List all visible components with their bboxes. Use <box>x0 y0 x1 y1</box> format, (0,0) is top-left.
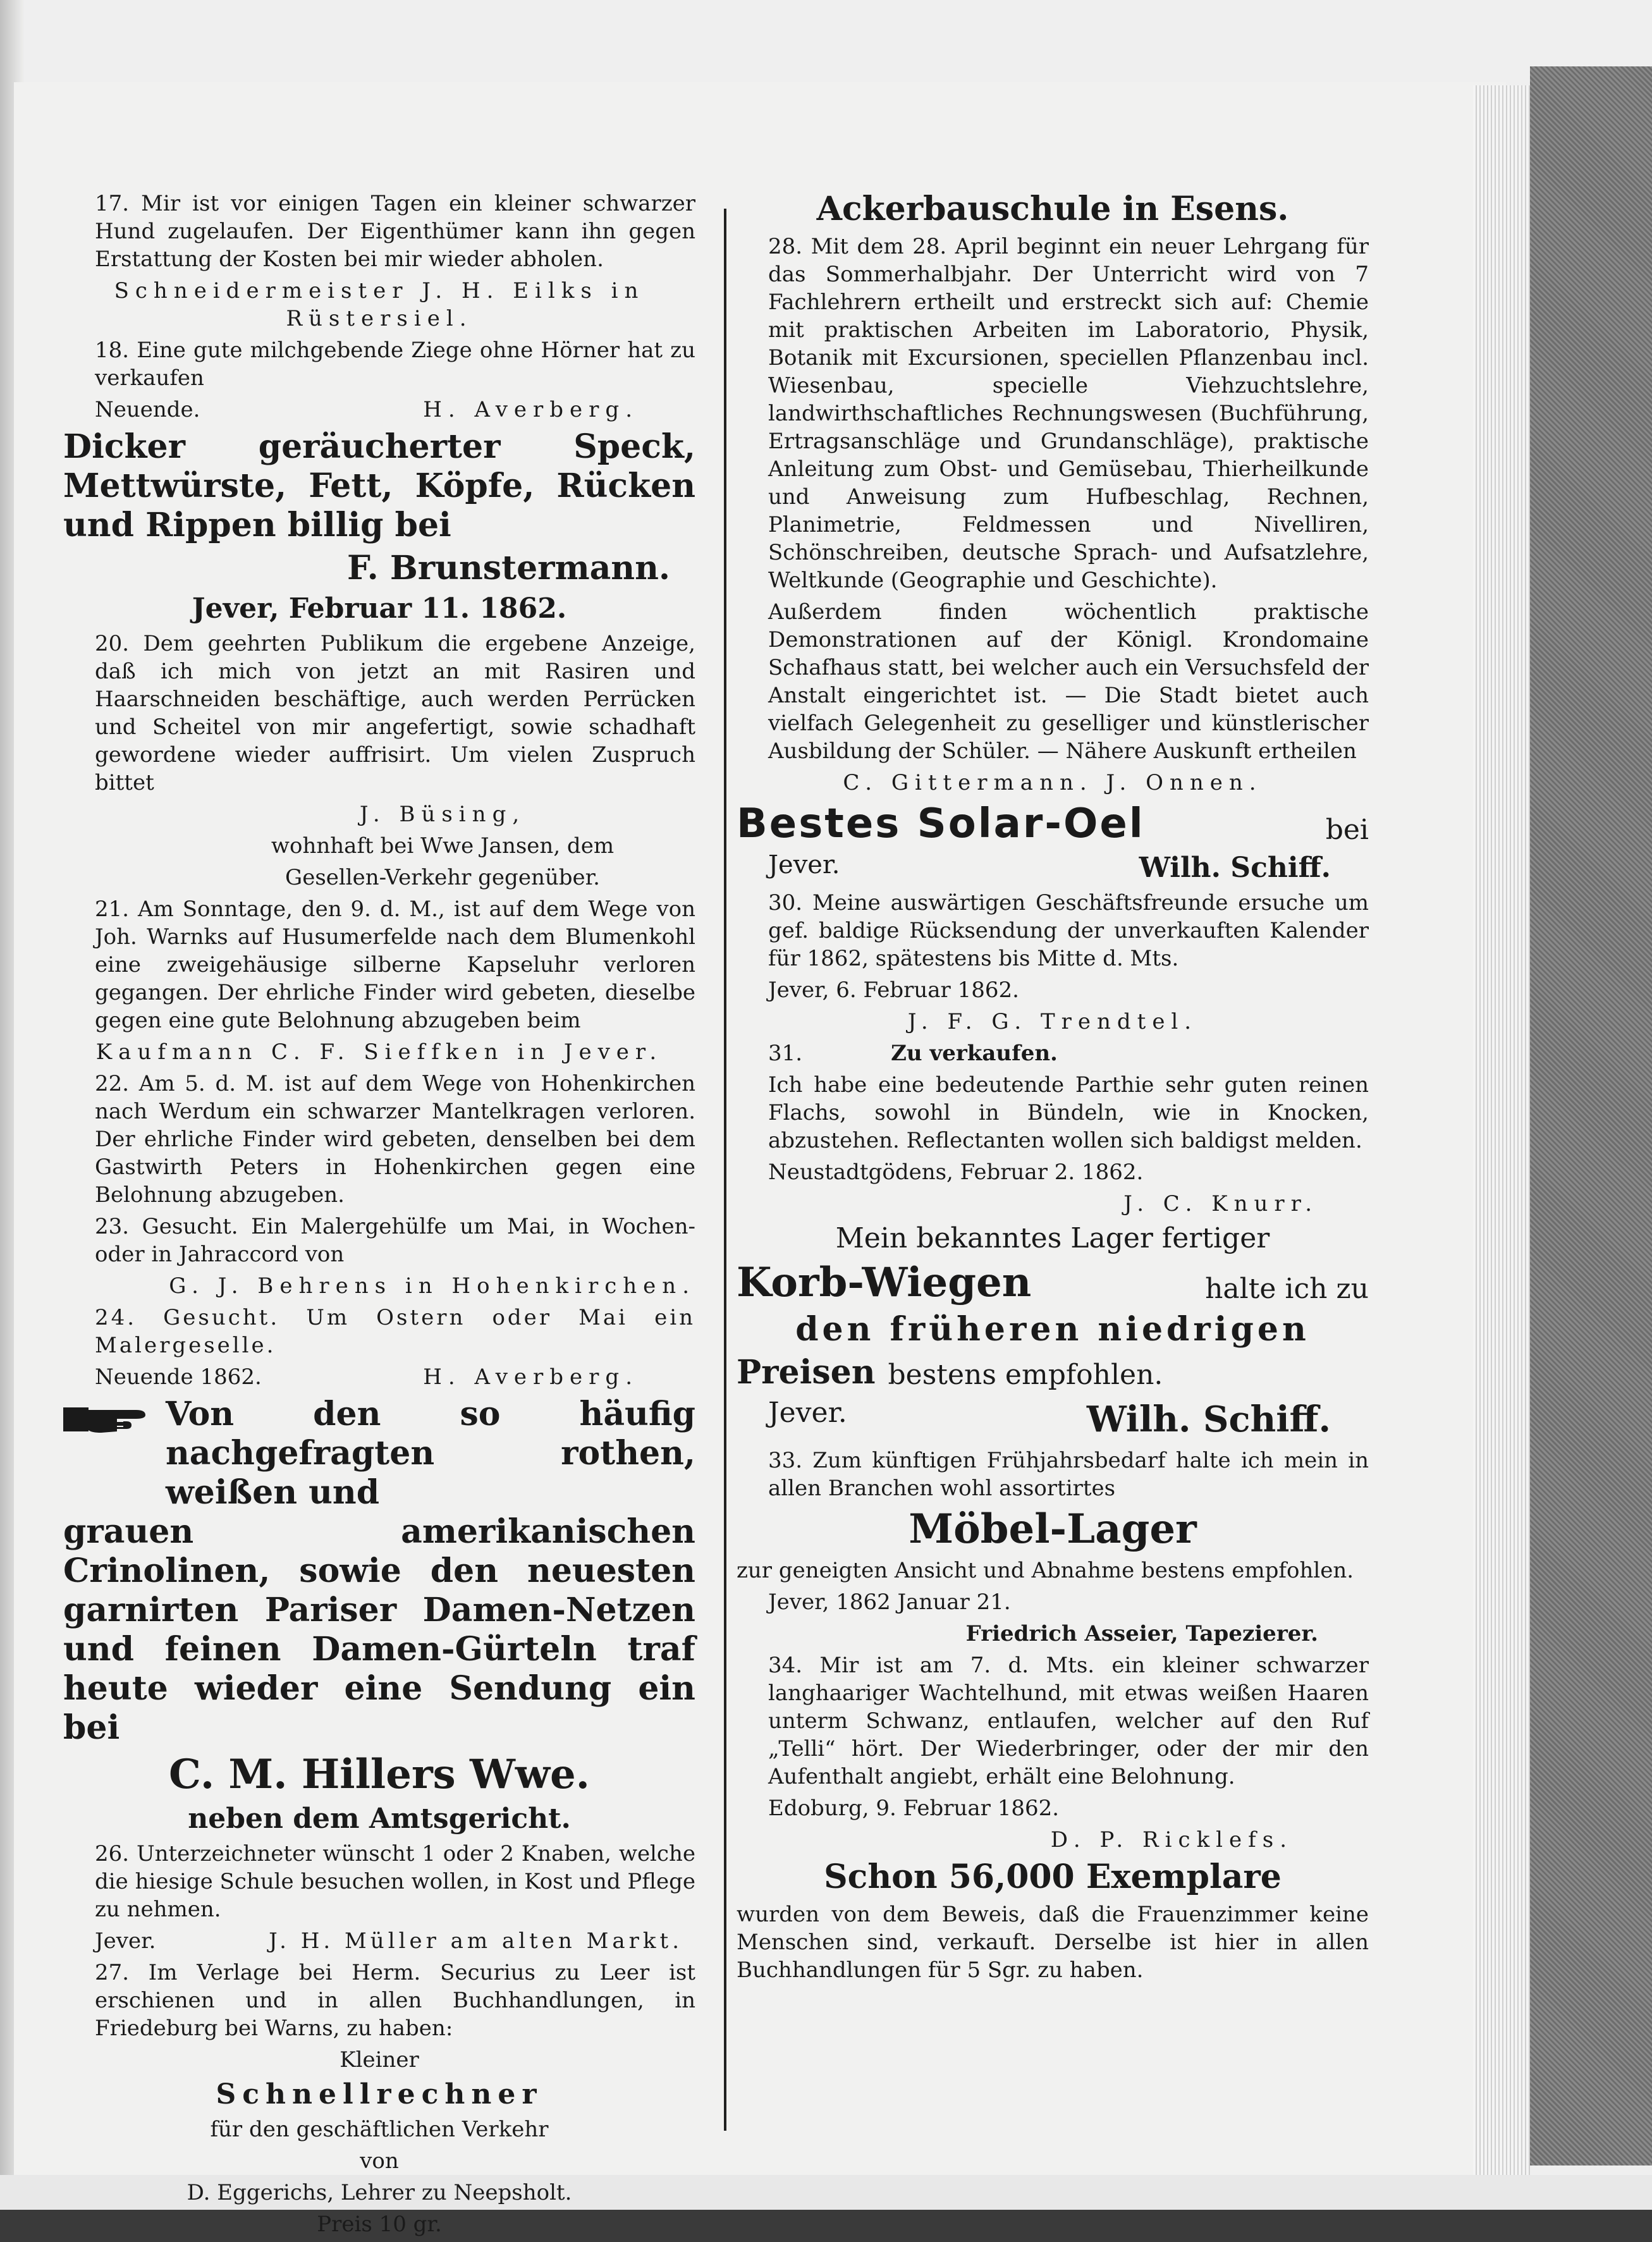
ad-30 <box>737 889 1369 1036</box>
ad-22-text: 22. Am 5. d. M. ist auf dem Wege von Hohenkirchen nach Werdum ein schwarzer Mantelkragen verloren. Der ehrliche Finder wird gebeten, denselben bei dem Gastwirth Peters in Hohenkirchen gegen eine Belohnung abzugeben. <box>95 1071 695 1208</box>
ad-24-text: 24. Gesucht. Um Ostern oder Mai ein Malergeselle. <box>95 1305 695 1358</box>
ad-17 <box>63 190 695 333</box>
crinolinen-lead: Von den so häufig nachgefragten rothen, weißen und <box>166 1395 695 1512</box>
ad-20-address-2: Gesellen-Verkehr gegenüber. <box>285 865 600 890</box>
ad-34 <box>737 1651 1369 1854</box>
ad-20-signature: J. Büsing, <box>359 802 526 827</box>
pointing-hand-icon <box>63 1395 158 1450</box>
speck-signature: F. Brunstermann. <box>346 549 670 587</box>
page-edges <box>1473 85 1530 2184</box>
ad-33-signature: Friedrich Asseier, Tapezierer. <box>965 1621 1318 1646</box>
crinolinen-subline: neben dem Amtsgericht. <box>188 1803 571 1835</box>
korb-line-3: den früheren niedrigen <box>795 1310 1310 1349</box>
korb-line-1: Mein bekanntes Lager fertiger <box>835 1222 1270 1254</box>
ad-schon <box>737 1858 1369 1984</box>
ad-24-signature: H. Averberg. <box>423 1364 639 1390</box>
ad-24 <box>63 1304 695 1391</box>
ad-22 <box>63 1070 695 1209</box>
korb-line-2b: halte ich zu <box>1205 1273 1369 1305</box>
ad-26-text: 26. Unterzeichneter wünscht 1 oder 2 Knaben, welche die hiesige Schule besuchen wollen, in Kost und Pflege zu nehmen. <box>95 1841 695 1922</box>
ad-31-heading: Zu verkaufen. <box>891 1041 1058 1066</box>
ackerbau-headline: Ackerbauschule in Esens. <box>816 190 1289 228</box>
ad-24-place: Neuende 1862. <box>95 1364 262 1390</box>
ad-27-von: von <box>360 2148 399 2174</box>
ad-17-text: 17. Mir ist vor einigen Tagen ein kleiner schwarzer Hund zugelaufen. Der Eigenthümer kann ihn gegen Erstattung der Kosten bei mir wieder abholen. <box>95 191 695 272</box>
ad-18-place: Neuende. <box>95 397 200 422</box>
ad-27-text: 27. Im Verlage bei Herm. Securius zu Leer ist erschienen und in allen Buchhandlungen, in Friedeburg bei Warns, zu haben: <box>95 1960 695 2041</box>
speck-headline: Dicker geräucherter Speck, Mettwürste, Fett, Köpfe, Rücken und Rippen billig bei <box>63 427 695 544</box>
ad-33-headline: Möbel-Lager <box>909 1505 1197 1553</box>
ad-solar-oel <box>737 800 1369 885</box>
ad-21-text: 21. Am Sonntage, den 9. d. M., ist auf dem Wege von Joh. Warnks auf Husumerfelde nach dem Blumenkohl eine zweigehäusige silberne Kapseluhr verloren gegangen. Der ehrliche Finder wird gebeten, dieselbe gegen eine gute Belohnung abzugeben beim <box>95 897 695 1033</box>
ad-18-signature: H. Averberg. <box>423 397 639 422</box>
ad-18 <box>63 336 695 424</box>
ad-korb-wiegen <box>737 1222 1369 1443</box>
speck-date: Jever, Februar 11. 1862. <box>192 592 567 625</box>
ackerbau-text: 28. Mit dem 28. April beginnt ein neuer Lehrgang für das Sommerhalbjahr. Der Unterricht wird von 7 Fachlehrern ertheilt und erstreckt sich auf: Chemie mit praktischen Arbeiten im Laboratorio, Physik, Botanik mit Excursionen, speciellen Pflanzenbau incl. Wiesenbau, specielle Viehzuchtslehre, landwirthschaftliches Rechnungswesen (Buchführung, Ertragsanschläge und Grundanschläge), praktische Anleitung zum Obst- und Gemüsebau, Thierheilkunde und Anweisung zum Hufbeschlag, Rechnen, Planimetrie, Feldmessen und Nivelliren, Schönschreiben, deutsche Sprach- und Aufsatzlehre, Weltkunde (Geographie und Geschichte). <box>768 234 1369 593</box>
ad-18-text: 18. Eine gute milchgebende Ziege ohne Hörner hat zu verkaufen <box>95 338 695 391</box>
ad-27-price: Preis 10 gr. <box>317 2212 442 2237</box>
korb-place: Jever. <box>768 1397 847 1429</box>
ad-20-address-1: wohnhaft bei Wwe Jansen, dem <box>271 833 615 859</box>
schon-headline: Schon 56,000 Exemplare <box>824 1858 1282 1896</box>
ad-27-subtitle: für den geschäftlichen Verkehr <box>210 2117 549 2142</box>
ad-30-text: 30. Meine auswärtigen Geschäftsfreunde ersuche um gef. baldige Rücksendung der unverkauften Kalender für 1862, spätestens bis Mitte d. Mts. <box>768 890 1369 971</box>
ad-33-date: Jever, 1862 Januar 21. <box>768 1590 1011 1615</box>
ad-34-text: 34. Mir ist am 7. d. Mts. ein kleiner schwarzer langhaariger Wachtelhund, mit etwas weißen Haaren unterm Schwanz, entlaufen, welcher auf den Ruf „Telli“ hört. Der Wiederbringer, oder der mir den Aufenthalt angiebt, erhält eine Belohnung. <box>768 1653 1369 1789</box>
ad-33-text-2: zur geneigten Ansicht und Abnahme bestens empfohlen. <box>737 1558 1354 1583</box>
solar-signature: Wilh. Schiff. <box>1139 852 1331 884</box>
ad-30-date: Jever, 6. Februar 1862. <box>768 977 1019 1003</box>
korb-signature: Wilh. Schiff. <box>1086 1399 1331 1440</box>
korb-line-4b: bestens empfohlen. <box>888 1359 1163 1391</box>
ad-26-place: Jever. <box>95 1928 156 1954</box>
ad-33 <box>737 1447 1369 1648</box>
ad-27 <box>63 1959 695 2238</box>
crinolinen-body: grauen amerikanischen Crinolinen, sowie den neuesten garnirten Pariser Damen-Netzen und feinen Damen-Gürteln traf heute wieder eine Sendung ein bei <box>63 1512 695 1747</box>
ad-21 <box>63 895 695 1066</box>
ad-26 <box>63 1840 695 1955</box>
ad-speck <box>63 427 695 626</box>
ad-33-text: 33. Zum künftigen Frühjahrsbedarf halte ich mein in allen Branchen wohl assortirtes <box>768 1448 1369 1501</box>
ad-31-number: 31. <box>768 1041 803 1066</box>
ad-20 <box>63 630 695 891</box>
crinolinen-signature: C. M. Hillers Wwe. <box>169 1751 590 1798</box>
ad-21-signature: Kaufmann C. F. Sieffken in Jever. <box>95 1039 663 1065</box>
ad-26-signature: J. H. Müller am alten Markt. <box>269 1928 683 1954</box>
ad-crinolinen <box>63 1395 695 1836</box>
solar-headline: Bestes Solar-Oel <box>737 800 1145 847</box>
column-divider <box>724 209 726 2131</box>
ackerbau-text-2: Außerdem finden wöchentlich praktische Demonstrationen auf der Königl. Krondomaine Schafhaus statt, bei welcher auch ein Versuchsfeld der Anstalt eingerichtet ist. — Die Stadt bietet auch vielfach Gelegenheit zu geselliger und künstlerischer Ausbildung der Schüler. — Nähere Auskunft ertheilen <box>768 599 1369 764</box>
ad-23-signature: G. J. Behrens in Hohenkirchen. <box>169 1273 695 1299</box>
ad-23 <box>63 1213 695 1300</box>
solar-bei: bei <box>1325 814 1369 846</box>
ad-20-text: 20. Dem geehrten Publikum die ergebene Anzeige, daß ich mich von jetzt an mit Rasiren und Haarschneiden beschäftige, auch werden Perrücken und Scheitel von mir angefertigt, sowie schadhaft gewordene wieder auffrisirt. Um vielen Zuspruch bittet <box>95 631 695 795</box>
book-cover <box>1530 66 1652 2165</box>
ad-17-signature: Schneidermeister J. H. Eilks in Rüstersiel. <box>114 278 645 331</box>
schon-text: wurden von dem Beweis, daß die Frauenzimmer keine Menschen sind, verkauft. Derselbe ist hier in allen Buchhandlungen für 5 Sgr. zu haben. <box>737 1902 1369 1983</box>
ad-27-author: D. Eggerichs, Lehrer zu Neepsholt. <box>187 2180 572 2205</box>
solar-place: Jever. <box>768 850 840 879</box>
ad-31-date: Neustadtgödens, Februar 2. 1862. <box>768 1160 1144 1185</box>
korb-line-2a: Korb-Wiegen <box>737 1259 1032 1306</box>
ad-23-text: 23. Gesucht. Ein Malergehülfe um Mai, in Wochen- oder in Jahraccord von <box>95 1214 695 1267</box>
ad-ackerbauschule <box>737 190 1369 797</box>
ad-27-title: Schnellrechner <box>216 2078 543 2110</box>
ad-30-signature: J. F. G. Trendtel. <box>907 1009 1198 1034</box>
left-column <box>63 190 695 2242</box>
ackerbau-signature: C. Gittermann. J. Onnen. <box>843 770 1263 795</box>
korb-line-4a: Preisen <box>737 1353 876 1392</box>
ad-34-signature: D. P. Ricklefs. <box>1050 1827 1293 1853</box>
ad-31 <box>737 1039 1369 1218</box>
ad-31-signature: J. C. Knurr. <box>1123 1191 1318 1216</box>
ad-31-text: Ich habe eine bedeutende Parthie sehr guten reinen Flachs, sowohl in Bündeln, wie in Knocken, abzustehen. Reflectanten wollen sich baldigst melden. <box>768 1072 1369 1153</box>
right-column <box>737 190 1369 1988</box>
ad-34-date: Edoburg, 9. Februar 1862. <box>768 1796 1060 1821</box>
ad-27-small: Kleiner <box>340 2047 419 2073</box>
